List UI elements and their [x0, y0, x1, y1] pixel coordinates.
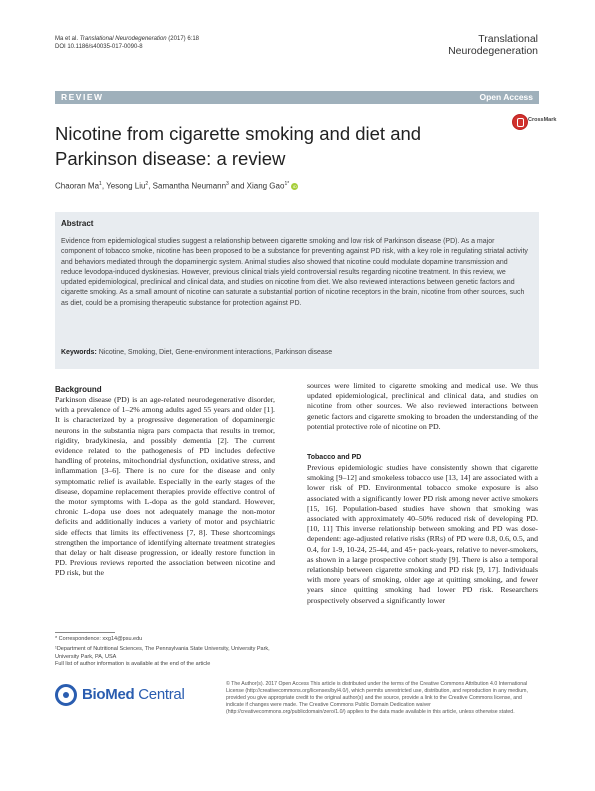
orcid-icon[interactable]: iD: [293, 184, 297, 190]
journal-name-line2: Neurodegeneration: [448, 45, 538, 57]
biomed-central-wordmark: [82, 686, 185, 703]
biomed-central-logo: [55, 683, 195, 709]
subsection-heading-tobacco: Tobacco and PD: [307, 454, 362, 462]
background-paragraph-continued: sources were limited to cigarette smoking and medical use. We thus updated epidemiological, preclinical and clinical data, and studies on nicotine from other sources. We also reviewed interactions between genetic factors and cigarette smoking to broaden the understanding of the potential protective role of nicotine on PD.: [307, 381, 538, 431]
keywords-list: Nicotine, Smoking, Diet, Gene-environment interactions, Parkinson disease: [96, 349, 333, 356]
author-affiliation-mark: 1*: [284, 181, 290, 187]
author-affiliation-mark: 1: [99, 181, 102, 187]
crossmark-badge[interactable]: [512, 114, 572, 130]
author-affiliation-mark: 3: [226, 181, 229, 187]
author-name: Yesong Liu: [106, 181, 146, 191]
citation-journal: Translational Neurodegeneration: [79, 36, 167, 42]
author-name: Samantha Neumann: [152, 181, 227, 191]
doi-line[interactable]: DOI 10.1186/s40035-017-0090-8: [55, 44, 143, 50]
article-title: Nicotine from cigarette smoking and diet and Parkinson disease: a review: [55, 123, 422, 169]
crossmark-label: CrossMark: [528, 117, 557, 123]
keywords-label: Keywords:: [61, 349, 97, 356]
body-column-left: [55, 384, 275, 579]
author-name: Chaoran Ma: [55, 181, 100, 191]
logo-text-central: Central: [134, 686, 185, 703]
footnote-divider: [55, 632, 115, 633]
journal-logo-text: [448, 33, 538, 57]
keywords-line: [61, 349, 531, 356]
open-access-label: Open Access: [479, 92, 533, 102]
section-heading-background: Background: [55, 385, 102, 394]
citation-volume: (2017) 6:18: [166, 36, 199, 42]
logo-text-biomed: BioMed: [82, 686, 135, 703]
journal-name-line1: Translational: [478, 33, 538, 45]
affiliation-note: ¹Department of Nutritional Sciences, The Pennsylvania State University, University Park, University Park, PA, USA: [55, 646, 270, 660]
tobacco-paragraph: Previous epidemiologic studies have consistently shown that cigarette smoking [9–12] and smokeless tobacco use [13, 14] are associated with a lower risk of PD. Environmental tobacco smoke exposure is also associated with a significantly lower PD risk among never active smokers [15, 16]. Population-based studies have shown that smoking was associated with approximately 40–50% reduced risk of developing PD. [10, 11] This inverse relationship between smoking and PD was dose-dependent: age-adjusted relative risks (RRs) of PD were 0.8, 0.6, 0.5, and 0.4, for 1-9, 10-24, 25-44, and 45+ pack-years, relative to never-smokers, as shown in a large prospective cohort study [9]. There is also a temporal relationship between cigarette smoking and PD risk [9, 17]. Individuals with more years of smoking, older age at quitting smoking, and fewer years since quitting smoking had lower PD risk. Researchers prospectively observed a significantly lower: [307, 463, 538, 605]
body-column-right: [307, 381, 538, 606]
article-type-banner: [55, 91, 539, 104]
citation-authors: Ma et al.: [55, 36, 80, 42]
correspondence-note: * Correspondence: xxg14@psu.edu: [55, 636, 143, 642]
running-header: [55, 35, 199, 51]
biomed-central-icon: [55, 684, 77, 706]
background-paragraph: Parkinson disease (PD) is an age-related neurodegenerative disorder, with a prevalence of 1–2% among adults aged 55 years and older [1]. It is characterized by a progressive degeneration of dopaminergic neurons in the substantia nigra pars compacta that results in tremor, rigidity, bradykinesia, and possibly dementia [2]. The current evidence related to the pathogenesis of PD includes defective handling of proteins, mitochondrial dysfunction, oxidative stress, and inflammation [3–6]. There is no cure for the disease and only symptomatic relief is available. Especially in the early stages of the disease, dopamine replacement therapies provide effective control of the motor symptoms with L-dopa as the gold standard. However, chronic L-dopa use does not adequately manage the non-motor deficits and additionally induces a variety of motor and psychiatric side effects that limits its effectiveness [7, 8]. These shortcomings strengthen the importance of identifying alternate treatment strategies that delay or halt disease progression, or ideally restore function in PD. Previous reviews reported the association between nicotine and PD risk, but the: [55, 395, 275, 578]
author-name: Xiang Gao: [246, 181, 285, 191]
article-type-label: REVIEW: [61, 92, 104, 102]
license-statement: © The Author(s). 2017 Open Access This article is distributed under the terms of the Creative Commons Attribution 4.0 International License (http://creativecommons.org/licenses/by/4.0/), which permits unrestricted use, distribution, and reproduction in any medium, provided you give appropriate credit to the original author(s) and the source, provide a link to the Creative Commons license, and indicate if changes were made. The Creative Commons Public Domain Dedication waiver (http://creativecommons.org/publicdomain/zero/1.0/) applies to the data made available in this article, unless otherwise stated.: [226, 681, 528, 715]
author-list: Chaoran Ma$^1$, Yesong Liu$^2$, Samantha Neumann$^3$ and Xiang Gao$^{1*}$ iD: [55, 181, 297, 191]
crossmark-icon: [512, 114, 528, 130]
abstract-heading: Abstract: [61, 219, 94, 228]
author-affiliation-mark: 2: [145, 181, 149, 187]
citation-line: [55, 35, 199, 43]
footnotes: [55, 636, 275, 668]
abstract-box: [55, 212, 539, 369]
author-info-note: Full list of author information is available at the end of the article: [55, 660, 211, 667]
abstract-text: Evidence from epidemiological studies suggest a relationship between cigarette smoking and low risk of Parkinson disease (PD). As a major component of tobacco smoke, nicotine has been proposed to be a substance for preventing against PD risk, with a key role in regulating striatal activity and behaviors mediated through the dopaminergic system. Animal studies also showed that nicotine could modulate dopamine transmission and reduce levodopa-induced dyskinesias. However, previous clinical trials yield controversial results regarding nicotine treatment. In this review, we updated epidemiological, preclinical and clinical data, and studies on nicotine from diet. We also reviewed interactions between genetic factors and cigarette smoking. As a small amount of nicotine can saturate a substantial portion of nicotine receptors in the brain, nicotine from other sources, such as diet, could be a promising therapeutic substance for protection against PD.: [61, 238, 528, 307]
